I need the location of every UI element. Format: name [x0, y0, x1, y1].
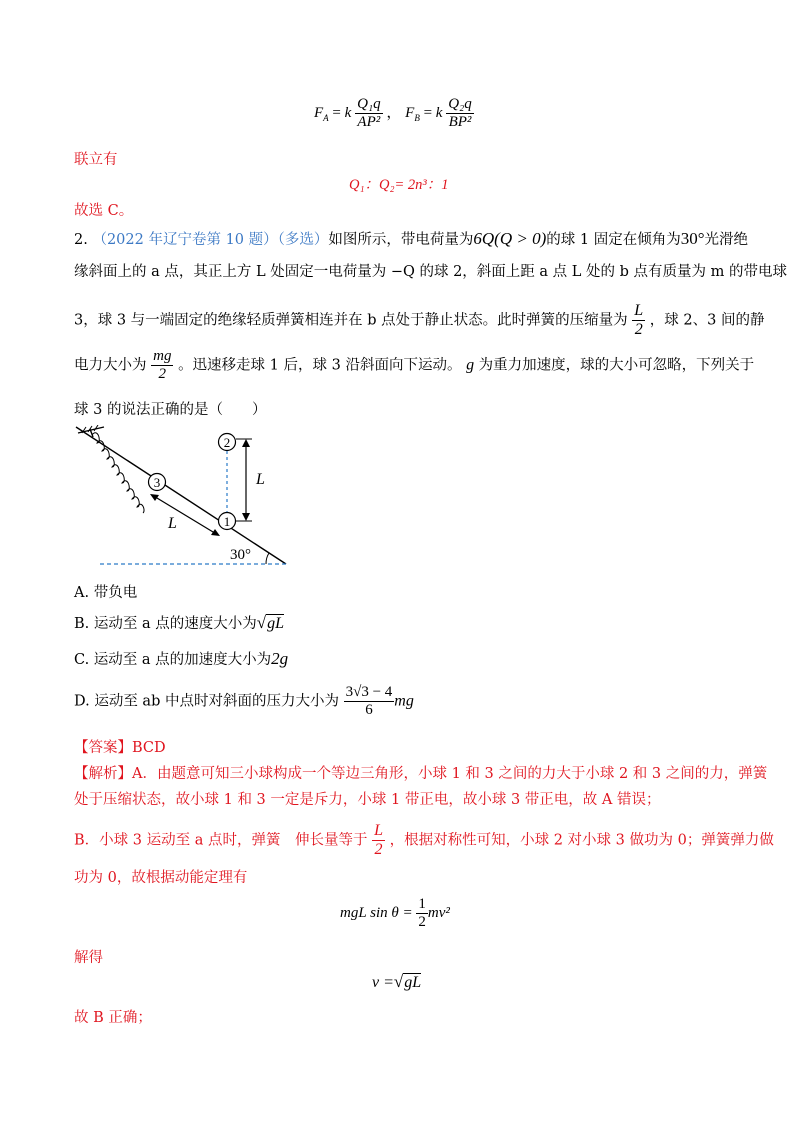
fraction-b-denominator: BP² — [446, 113, 474, 131]
label-l-incline: L — [168, 515, 177, 532]
symbol-fb: F — [405, 104, 415, 121]
analysis-text: ，根据对称性可知，小球 2 对小球 3 做功为 0；弹簧弹力做 — [389, 832, 774, 849]
question-number: 2. — [74, 232, 88, 248]
question-text: 3，球 3 与一端固定的绝缘轻质弹簧相连并在 b 点处于静止状态。此时弹簧的压缩量为 — [74, 312, 628, 329]
fraction-numerator: L — [634, 302, 644, 319]
label-l-vertical: L — [256, 471, 265, 488]
solve-label: 解得 — [74, 950, 103, 966]
fraction-a — [355, 96, 383, 131]
option-d-text: D. 运动至 ab 中点时对斜面的压力大小为 — [74, 693, 339, 710]
analysis-line-4: 功为 0，故根据动能定理有 — [74, 870, 248, 886]
question-text: 的球 1 固定在倾角为 — [546, 232, 681, 248]
incline-diagram — [70, 425, 300, 570]
subscript-a: A — [323, 112, 329, 123]
symbol-fa: F — [314, 104, 324, 121]
fraction-denominator: 2 — [418, 914, 426, 930]
analysis-line-2: 处于压缩状态，故小球 1 和 3 一定是斥力，小球 1 带正电，故小球 3 带正电，故 A 错误； — [74, 792, 661, 808]
question-text: 光滑绝 — [704, 232, 749, 248]
question-source: （2022 年辽宁卷第 10 题）（多选） — [92, 232, 329, 248]
answer-label: 【答案】BCD — [74, 740, 166, 756]
option-d — [74, 684, 414, 719]
equation-right: mv² — [427, 904, 450, 921]
question-text: 。迅速移走球 1 后，球 3 沿斜面向下运动。 — [178, 357, 462, 374]
ball-1-label: 1 — [223, 514, 231, 529]
question-text: 电力大小为 — [74, 357, 147, 374]
force-fraction — [151, 348, 173, 383]
incline-angle: 30° — [680, 229, 705, 248]
charge-expression: 6Q(Q > 0) — [473, 229, 547, 248]
question-line-4 — [74, 348, 754, 383]
option-b-text: B. 运动至 a 点的速度大小为 — [74, 616, 257, 632]
question-line-2: 缘斜面上的 a 点，其正上方 L 处固定一电荷量为 −Q 的球 2，斜面上距 a 点 L 处的 b 点有质量为 m 的带电球 — [74, 264, 787, 280]
fraction-a-denominator: AP² — [355, 113, 383, 131]
force-formula: $F_A = k$ $\frac{\text{Q₁q}}{\text{AP²}}$ ， $F_B = k$ $\frac{\text{Q₂q}}{\text{BP²}}$ — [314, 96, 472, 130]
option-d-fraction — [344, 684, 395, 719]
angle-label: 30° — [230, 547, 251, 563]
fraction-numerator: 1 — [418, 896, 426, 912]
option-b: B. 运动至 a 点的速度大小为√gL — [74, 613, 284, 632]
energy-equation — [340, 896, 450, 931]
equals: = — [332, 104, 341, 121]
velocity-equation: v =√gL — [372, 972, 422, 991]
b-conclusion: 故 B 正确； — [74, 1010, 152, 1026]
spring — [92, 433, 144, 513]
option-c-text: C. 运动至 a 点的加速度大小为 — [74, 652, 272, 668]
separator: ， — [386, 104, 402, 121]
equation-left: mgL sin θ = — [340, 904, 413, 921]
equation-fraction — [416, 896, 428, 931]
question-text: 为重力加速度，球的大小可忽略，下列关于 — [478, 357, 755, 374]
charge-ratio: Q₁：Q₂= 2n³：1 — [349, 177, 449, 193]
fraction-b-numerator: Q₂q — [448, 96, 472, 112]
fraction-numerator: L — [374, 822, 383, 839]
fraction-denominator: 2 — [151, 365, 173, 383]
combine-label: 联立有 — [74, 152, 118, 168]
fraction-a-numerator: Q₁q — [357, 96, 381, 112]
option-c — [74, 648, 288, 669]
analysis-line-3 — [74, 822, 774, 859]
fraction-numerator: mg — [153, 348, 172, 364]
option-b-expression: gL — [267, 615, 284, 632]
choose-c: 故选 C。 — [74, 203, 134, 219]
question-line-1 — [74, 228, 748, 249]
option-a: A. 带负电 — [74, 585, 138, 601]
stretch-fraction — [372, 822, 385, 859]
fraction-numerator: 3√3 − 4 — [345, 684, 393, 700]
analysis-text: B．小球 3 运动至 a 点时，弹簧 伸长量等于 — [74, 832, 368, 849]
question-text: 如图所示，带电荷量为 — [328, 232, 474, 248]
analysis-line-1 — [74, 762, 767, 783]
gravity-symbol: g — [466, 356, 475, 374]
fraction-denominator: 2 — [632, 320, 645, 339]
option-d-tail: mg — [394, 692, 414, 710]
question-text: ，球 2、3 间的静 — [649, 312, 765, 329]
fraction-denominator: 2 — [372, 840, 385, 859]
question-line-5: 球 3 的说法正确的是（ ） — [74, 402, 267, 418]
equation-left: v = — [372, 974, 394, 991]
compression-fraction — [632, 302, 645, 339]
subscript-b: B — [414, 112, 420, 123]
ball-3-label: 3 — [153, 475, 161, 490]
analysis-label: 【解析】 — [74, 766, 132, 782]
ball-2-label: 2 — [223, 435, 231, 450]
question-line-3 — [74, 302, 764, 339]
symbol-k: k — [344, 104, 352, 121]
equation-sqrt: gL — [404, 974, 422, 991]
fraction-denominator: 6 — [344, 701, 395, 719]
fraction-b — [446, 96, 474, 131]
analysis-text: A．由题意可知三小球构成一个等边三角形，小球 1 和 3 之间的力大于小球 2 和 3 之间的力，弹簧 — [132, 766, 768, 782]
option-c-expression: 2g — [271, 649, 289, 668]
